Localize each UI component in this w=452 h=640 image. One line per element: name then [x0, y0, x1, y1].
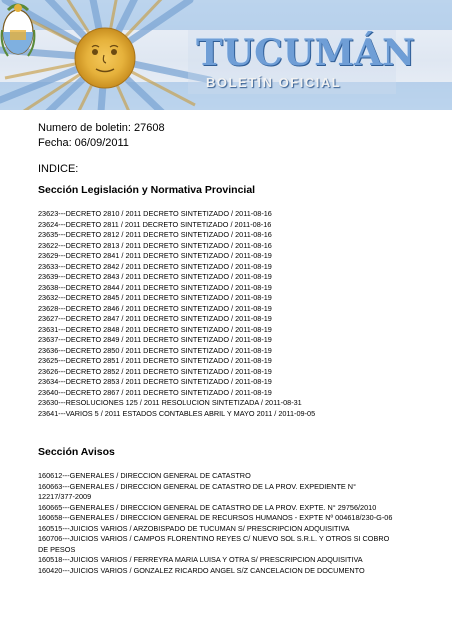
list-item[interactable]: 23637---DECRETO 2849 / 2011 DECRETO SINTETIZADO / 2011-08-19 — [38, 335, 272, 344]
list-item[interactable]: 23623---DECRETO 2810 / 2011 DECRETO SINTETIZADO / 2011-08-16 — [38, 209, 272, 218]
list-item[interactable]: 23627---DECRETO 2847 / 2011 DECRETO SINTETIZADO / 2011-08-19 — [38, 314, 272, 323]
list-item[interactable]: 23632---DECRETO 2845 / 2011 DECRETO SINTETIZADO / 2011-08-19 — [38, 293, 272, 302]
bulletin-date: Fecha: 06/09/2011 — [38, 137, 129, 149]
coat-of-arms-icon — [0, 0, 36, 60]
legislacion-list — [38, 209, 315, 419]
list-item[interactable]: 160663---GENERALES / DIRECCION GENERAL DE CATASTRO DE LA PROV. EXPEDIENTE N° — [38, 481, 356, 491]
index-heading: INDICE: — [38, 163, 79, 175]
banner-subtitle: BOLETÍN OFICIAL — [206, 75, 342, 90]
list-item[interactable]: 160515---JUICIOS VARIOS / ARZOBISPADO DE TUCUMAN S/ PRESCRIPCION ADQUISITIVA — [38, 523, 350, 533]
list-item[interactable]: 23626---DECRETO 2852 / 2011 DECRETO SINTETIZADO / 2011-08-19 — [38, 366, 272, 376]
banner-title: TUCUMÁN — [196, 32, 415, 74]
list-item[interactable]: 23625---DECRETO 2851 / 2011 DECRETO SINTETIZADO / 2011-08-19 — [38, 356, 272, 365]
list-item[interactable]: 23636---DECRETO 2850 / 2011 DECRETO SINTETIZADO / 2011-08-19 — [38, 345, 272, 355]
list-item[interactable]: 160706---JUICIOS VARIOS / CAMPOS FLORENTINO REYES C/ NUEVO SOL S.R.L. Y OTROS SI COBRO — [38, 534, 390, 543]
section-legislacion-heading: Sección Legislación y Normativa Provincial — [38, 184, 256, 196]
bulletin-number: Numero de boletin: 27608 — [38, 122, 165, 134]
list-item[interactable]: 160420---JUICIOS VARIOS / GONZALEZ RICARDO ANGEL S/Z CANCELACION DE DOCUMENTO — [38, 565, 365, 575]
list-item[interactable]: 160665---GENERALES / DIRECCION GENERAL DE CATASTRO DE LA PROV. EXPTE. N° 29756/2010 — [38, 502, 377, 512]
list-item[interactable]: 23633---DECRETO 2842 / 2011 DECRETO SINTETIZADO / 2011-08-19 — [38, 261, 272, 271]
list-item[interactable]: 23622---DECRETO 2813 / 2011 DECRETO SINTETIZADO / 2011-08-16 — [38, 240, 272, 250]
list-item[interactable]: 23639---DECRETO 2843 / 2011 DECRETO SINTETIZADO / 2011-08-19 — [38, 272, 272, 281]
list-item[interactable]: 23640---DECRETO 2867 / 2011 DECRETO SINTETIZADO / 2011-08-19 — [38, 387, 272, 397]
avisos-list — [38, 471, 392, 576]
list-item[interactable]: 23629---DECRETO 2841 / 2011 DECRETO SINTETIZADO / 2011-08-19 — [38, 251, 272, 260]
list-item[interactable]: 23634---DECRETO 2853 / 2011 DECRETO SINTETIZADO / 2011-08-19 — [38, 377, 272, 386]
list-item[interactable]: 23635---DECRETO 2812 / 2011 DECRETO SINTETIZADO / 2011-08-16 — [38, 230, 272, 239]
list-item[interactable]: 23624---DECRETO 2811 / 2011 DECRETO SINTETIZADO / 2011-08-16 — [38, 219, 272, 229]
section-avisos-heading: Sección Avisos — [38, 446, 115, 458]
list-item[interactable]: 12217/377-2009 — [38, 492, 92, 501]
header-banner — [0, 0, 452, 110]
list-item[interactable]: 23630---RESOLUCIONES 125 / 2011 RESOLUCION SINTETIZADA / 2011-08-31 — [38, 398, 302, 407]
list-item[interactable]: DE PESOS — [38, 544, 76, 554]
list-item[interactable]: 160658---GENERALES / DIRECCION GENERAL DE RECURSOS HUMANOS - EXPTE Nº 004618/230-G-06 — [38, 513, 393, 522]
list-item[interactable]: 160518---JUICIOS VARIOS / FERREYRA MARIA LUISA Y OTRA S/ PRESCRIPCION ADQUISITIVA — [38, 555, 363, 564]
list-item[interactable]: 23638---DECRETO 2844 / 2011 DECRETO SINTETIZADO / 2011-08-19 — [38, 282, 272, 292]
list-item[interactable]: 23641---VARIOS 5 / 2011 ESTADOS CONTABLES ABRIL Y MAYO 2011 / 2011-09-05 — [38, 408, 316, 418]
list-item[interactable]: 160612---GENERALES / DIRECCION GENERAL DE CATASTRO — [38, 471, 251, 480]
list-item[interactable]: 23628---DECRETO 2846 / 2011 DECRETO SINTETIZADO / 2011-08-19 — [38, 303, 272, 313]
list-item[interactable]: 23631---DECRETO 2848 / 2011 DECRETO SINTETIZADO / 2011-08-19 — [38, 324, 272, 334]
